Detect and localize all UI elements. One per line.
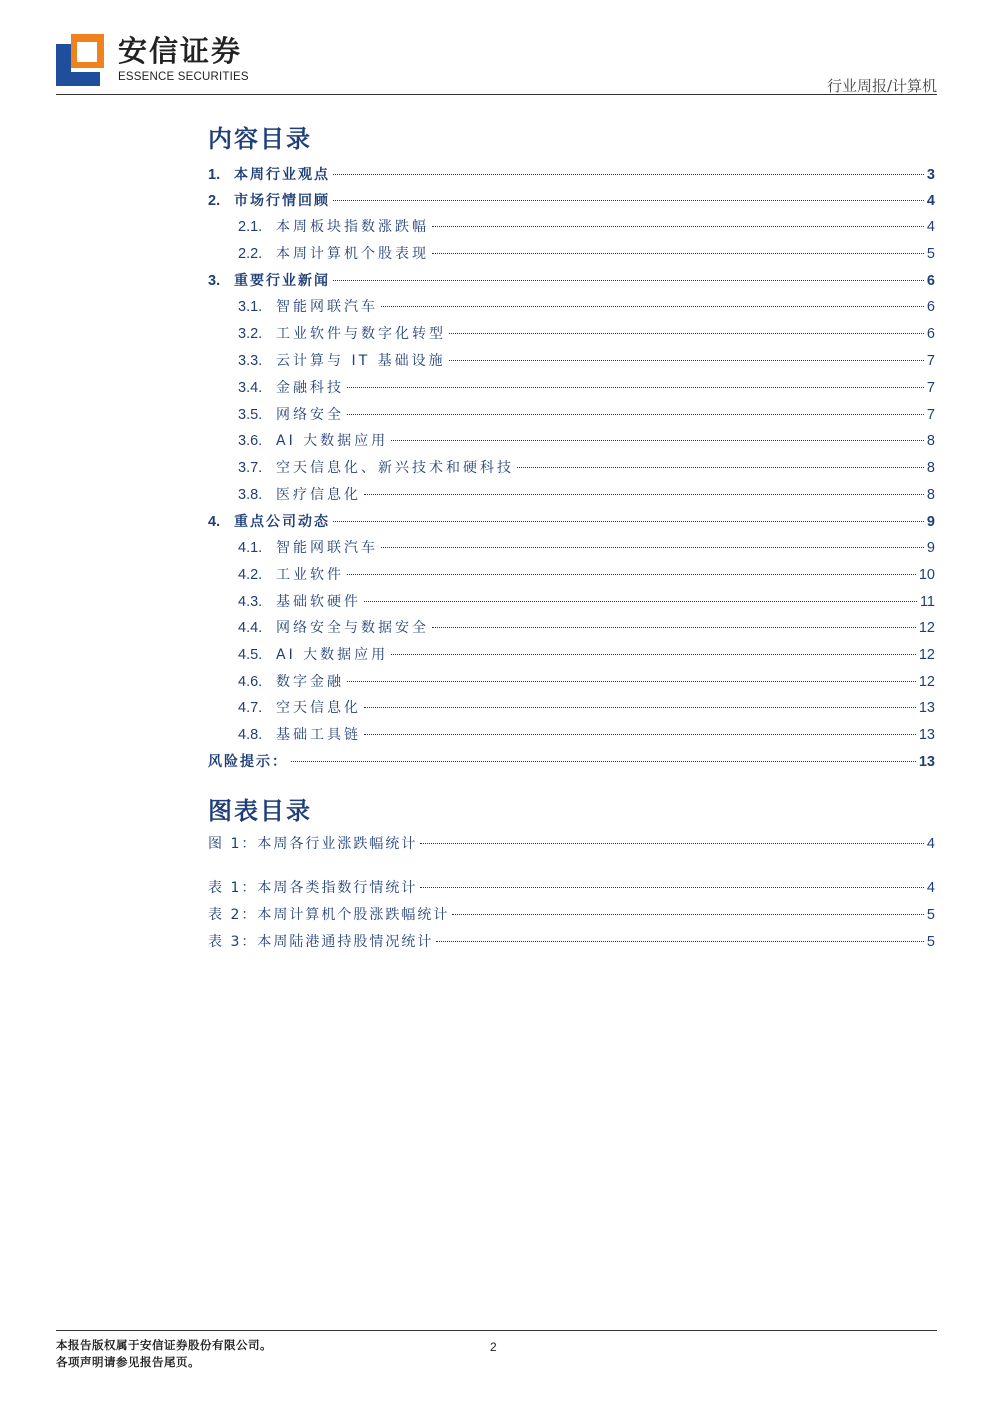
toc-entry-page: 12 (918, 620, 935, 636)
dot-leader (432, 627, 916, 628)
toc-entry-text: 基础软硬件 (276, 594, 361, 610)
header-divider (56, 94, 937, 95)
toc-entry-page: 7 (926, 353, 935, 369)
toc-entry-page: 13 (918, 754, 935, 770)
toc-entry-text: 重点公司动态 (234, 514, 330, 530)
toc-entry-page: 7 (926, 380, 935, 396)
toc-entry[interactable] (238, 430, 935, 452)
toc-entry[interactable] (238, 404, 935, 426)
toc-entry-number: 3.3. (238, 353, 263, 369)
toc-entry-number: 3.5. (238, 407, 263, 423)
toc-entry-page: 13 (918, 727, 935, 743)
toc-entry-number: 2.1. (238, 219, 263, 235)
dot-leader (364, 707, 916, 708)
toc-entry[interactable] (238, 350, 935, 372)
figure-entry-label: 表 3：本周陆港通持股情况统计 (208, 934, 434, 950)
toc-entry-text: 金融科技 (276, 380, 344, 396)
toc-entry-text: 本周行业观点 (234, 167, 330, 183)
toc-entry-number: 3.7. (238, 460, 263, 476)
dot-leader (347, 574, 916, 575)
toc-entry-page: 9 (926, 540, 935, 556)
company-logo (56, 34, 104, 86)
toc-entry-page: 11 (919, 594, 935, 610)
figure-entry[interactable] (208, 931, 935, 953)
toc-entry-text: 本周板块指数涨跌幅 (276, 219, 429, 235)
toc-entry[interactable] (238, 697, 935, 719)
toc-entry[interactable] (238, 724, 935, 746)
toc-entry-page: 13 (918, 700, 935, 716)
dot-leader (391, 440, 924, 441)
toc-entry-page: 8 (926, 460, 935, 476)
toc-entry[interactable] (238, 377, 935, 399)
page-number: 2 (490, 1340, 497, 1354)
dot-leader (347, 387, 924, 388)
dot-leader (364, 734, 916, 735)
toc-entry-text: 工业软件 (276, 567, 344, 583)
disclaimer-notice: 各项声明请参见报告尾页。 (56, 1355, 200, 1369)
toc-entry-text: 重要行业新闻 (234, 273, 330, 289)
toc-entry[interactable] (238, 644, 935, 666)
toc-entry[interactable] (208, 270, 935, 292)
toc-entry-page: 4 (926, 193, 935, 209)
toc-entry[interactable] (238, 617, 935, 639)
toc-entry-number: 2.2. (238, 246, 263, 262)
toc-title: 内容目录 (208, 125, 312, 153)
toc-entry-text: 空天信息化、新兴技术和硬科技 (276, 460, 514, 476)
figure-entry[interactable] (208, 877, 935, 899)
toc-entry-text: 医疗信息化 (276, 487, 361, 503)
dot-leader (333, 174, 924, 175)
toc-entry-page: 6 (926, 273, 935, 289)
toc-entry-number: 3.6. (238, 433, 263, 449)
toc-entry[interactable] (238, 484, 935, 506)
dot-leader (420, 887, 924, 888)
toc-entry-number: 4.7. (238, 700, 263, 716)
toc-entry-number: 4.3. (238, 594, 263, 610)
toc-entry-text: 智能网联汽车 (276, 299, 378, 315)
dot-leader (452, 914, 924, 915)
toc-entry-text: AI 大数据应用 (276, 433, 389, 449)
toc-entry[interactable] (238, 564, 935, 586)
figures-title: 图表目录 (208, 797, 312, 825)
dot-leader (333, 200, 924, 201)
dot-leader (333, 280, 924, 281)
toc-entry-page: 6 (926, 326, 935, 342)
toc-entry-number: 4.5. (238, 647, 263, 663)
toc-entry-text: 数字金融 (276, 674, 344, 690)
dot-leader (347, 414, 924, 415)
report-type: 行业周报/计算机 (826, 77, 937, 95)
toc-entry-text: 空天信息化 (276, 700, 361, 716)
toc-entry-number: 1. (208, 167, 221, 183)
dot-leader (436, 941, 924, 942)
dot-leader (333, 521, 924, 522)
toc-entry[interactable] (208, 164, 935, 186)
toc-entry-page: 8 (926, 433, 935, 449)
toc-entry-page: 6 (926, 299, 935, 315)
toc-entry-number: 4. (208, 514, 221, 530)
toc-entry-number: 3.4. (238, 380, 263, 396)
toc-entry-text: 智能网联汽车 (276, 540, 378, 556)
dot-leader (420, 843, 924, 844)
toc-entry[interactable] (238, 323, 935, 345)
figure-entry-label: 表 1：本周各类指数行情统计 (208, 880, 418, 896)
toc-entry-number: 4.1. (238, 540, 263, 556)
figure-entry-page: 4 (926, 880, 935, 896)
figure-entry-page: 5 (926, 907, 935, 923)
toc-entry-number: 3.1. (238, 299, 263, 315)
figure-entry[interactable] (208, 833, 935, 855)
toc-entry-page: 9 (926, 514, 935, 530)
figure-entry[interactable] (208, 904, 935, 926)
toc-entry-number: 4.2. (238, 567, 263, 583)
dot-leader (364, 494, 924, 495)
toc-entry-text: 云计算与 IT 基础设施 (276, 353, 446, 369)
dot-leader (347, 681, 916, 682)
toc-entry[interactable] (238, 243, 935, 265)
toc-entry[interactable] (238, 296, 935, 318)
toc-entry-page: 12 (918, 647, 935, 663)
toc-entry-page: 3 (926, 167, 935, 183)
toc-entry-number: 4.8. (238, 727, 263, 743)
figure-entry-page: 4 (926, 836, 935, 852)
brand-name-cn: 安信证券 (118, 34, 243, 68)
toc-entry-number: 3.2. (238, 326, 263, 342)
dot-leader (381, 306, 924, 307)
toc-entry-page: 12 (918, 674, 935, 690)
figure-entry-label: 图 1：本周各行业涨跌幅统计 (208, 836, 418, 852)
toc-entry-text: 网络安全与数据安全 (276, 620, 429, 636)
dot-leader (291, 761, 916, 762)
dot-leader (449, 333, 924, 334)
toc-entry[interactable] (208, 751, 935, 773)
toc-entry-page: 5 (926, 246, 935, 262)
toc-entry-page: 10 (918, 567, 935, 583)
figure-entry-label: 表 2：本周计算机个股涨跌幅统计 (208, 907, 450, 923)
toc-entry[interactable] (238, 216, 935, 238)
dot-leader (449, 360, 924, 361)
toc-entry-page: 7 (926, 407, 935, 423)
footer-divider (56, 1330, 937, 1331)
figure-entry-page: 5 (926, 934, 935, 950)
toc-entry-page: 8 (926, 487, 935, 503)
toc-entry-text: 本周计算机个股表现 (276, 246, 429, 262)
dot-leader (432, 226, 924, 227)
toc-entry-number: 2. (208, 193, 221, 209)
toc-entry[interactable] (238, 671, 935, 693)
toc-entry-text: 风险提示： (208, 754, 288, 770)
toc-entry[interactable] (238, 537, 935, 559)
dot-leader (391, 654, 916, 655)
toc-entry-number: 3. (208, 273, 221, 289)
toc-entry-number: 3.8. (238, 487, 263, 503)
dot-leader (364, 601, 917, 602)
toc-entry-text: 网络安全 (276, 407, 344, 423)
toc-entry[interactable] (238, 457, 935, 479)
dot-leader (432, 253, 924, 254)
copyright-notice: 本报告版权属于安信证券股份有限公司。 (56, 1338, 272, 1352)
brand-name-en: ESSENCE SECURITIES (118, 71, 249, 83)
dot-leader (517, 467, 924, 468)
toc-entry[interactable] (238, 591, 935, 613)
toc-entry-page: 4 (926, 219, 935, 235)
dot-leader (381, 547, 924, 548)
toc-entry-text: 市场行情回顾 (234, 193, 330, 209)
toc-entry[interactable] (208, 511, 935, 533)
toc-entry-number: 4.4. (238, 620, 263, 636)
toc-entry-number: 4.6. (238, 674, 263, 690)
toc-entry-text: AI 大数据应用 (276, 647, 389, 663)
toc-entry[interactable] (208, 190, 935, 212)
toc-entry-text: 基础工具链 (276, 727, 361, 743)
toc-entry-text: 工业软件与数字化转型 (276, 326, 446, 342)
